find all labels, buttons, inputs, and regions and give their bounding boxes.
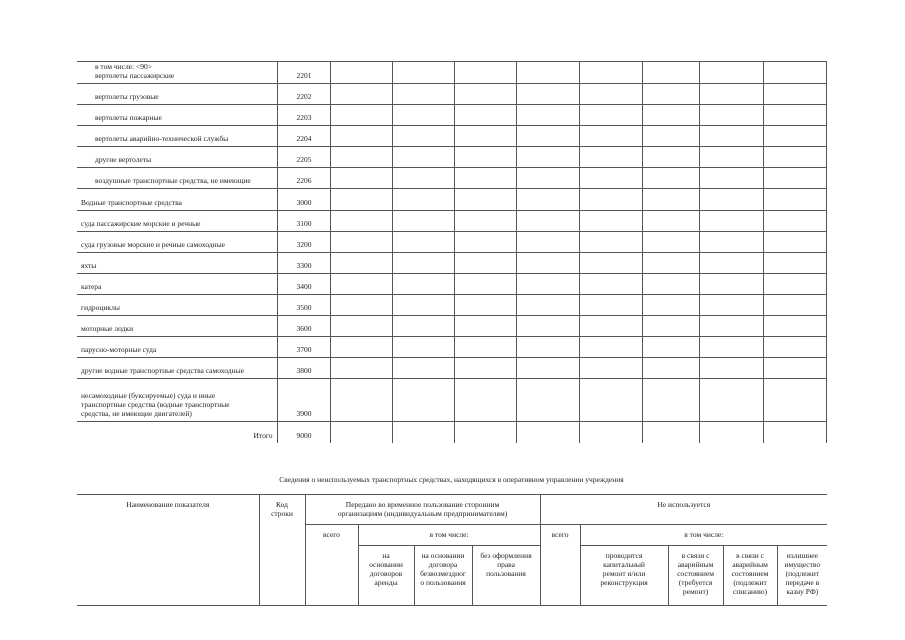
table-row xyxy=(77,358,826,379)
subheader-cell xyxy=(580,546,668,606)
table-row xyxy=(77,422,826,443)
value-cell xyxy=(699,62,763,84)
row-name xyxy=(77,210,277,231)
row-name-line: средства, не имеющие двигателей) xyxy=(81,409,192,419)
table-row xyxy=(77,210,826,231)
value-cell xyxy=(516,337,579,358)
value-cell xyxy=(579,168,642,189)
value-cell xyxy=(454,252,516,273)
value-cell xyxy=(454,422,516,443)
value-cell xyxy=(516,147,579,168)
value-cell xyxy=(454,337,516,358)
value-cell xyxy=(642,273,699,294)
value-cell xyxy=(392,294,454,315)
header-including-transferred: в том числе: xyxy=(358,525,540,546)
row-name-line: воздушные транспортные средства, не имеющие xyxy=(95,176,251,186)
value-cell xyxy=(330,358,392,379)
table-row xyxy=(77,168,826,189)
value-cell xyxy=(330,84,392,105)
value-cell xyxy=(454,358,516,379)
row-name-line: парусно-моторные суда xyxy=(81,345,157,355)
value-cell xyxy=(392,147,454,168)
value-cell xyxy=(579,62,642,84)
value-cell xyxy=(516,84,579,105)
row-name-line: несамоходные (буксируемые) суда и иные xyxy=(81,391,216,401)
value-cell xyxy=(579,294,642,315)
value-cell xyxy=(516,189,579,210)
subheader-line: капитальный xyxy=(603,560,645,569)
table-row xyxy=(77,294,826,315)
value-cell xyxy=(763,358,826,379)
value-cell xyxy=(763,294,826,315)
row-name xyxy=(77,273,277,294)
unused-transport-table xyxy=(77,494,827,606)
value-cell xyxy=(330,294,392,315)
value-cell xyxy=(516,294,579,315)
subheader-line: договора xyxy=(428,560,458,569)
subheader-line: пользования xyxy=(486,569,526,578)
value-cell xyxy=(579,231,642,252)
value-cell xyxy=(516,379,579,422)
value-cell xyxy=(579,210,642,231)
row-code: 3700 xyxy=(277,337,330,358)
value-cell xyxy=(579,273,642,294)
subheader-line: права xyxy=(497,560,515,569)
subheader-line: договоров xyxy=(369,569,403,578)
header-transferred xyxy=(305,495,540,525)
row-name xyxy=(77,379,277,422)
subheader-line: состоянием xyxy=(677,569,715,578)
row-code: 3200 xyxy=(277,231,330,252)
row-name-line: вертолеты пожарные xyxy=(95,113,162,123)
subheader-line: списанию) xyxy=(732,587,768,596)
table-row xyxy=(77,126,826,147)
value-cell xyxy=(579,316,642,337)
row-name xyxy=(77,294,277,315)
value-cell xyxy=(763,231,826,252)
value-cell xyxy=(699,294,763,315)
value-cell xyxy=(392,126,454,147)
value-cell xyxy=(454,147,516,168)
value-cell xyxy=(763,337,826,358)
value-cell xyxy=(392,252,454,273)
value-cell xyxy=(763,210,826,231)
row-name xyxy=(77,316,277,337)
subheader-line: (подлежит xyxy=(733,578,767,587)
value-cell xyxy=(642,294,699,315)
subheader-cell xyxy=(414,546,472,606)
value-cell xyxy=(763,126,826,147)
value-cell xyxy=(330,422,392,443)
value-cell xyxy=(642,252,699,273)
value-cell xyxy=(699,105,763,126)
row-name xyxy=(77,231,277,252)
table-row xyxy=(77,62,826,84)
value-cell xyxy=(454,84,516,105)
header-row-code-line: строки xyxy=(271,509,293,518)
value-cell xyxy=(579,105,642,126)
value-cell xyxy=(579,84,642,105)
subheader-line: проводится xyxy=(605,551,643,560)
row-name-line: моторные лодки xyxy=(81,324,134,334)
value-cell xyxy=(642,210,699,231)
row-name-line: Водные транспортные средства xyxy=(81,197,182,207)
table-row xyxy=(77,337,826,358)
row-name-line: вертолеты грузовые xyxy=(95,92,159,102)
row-code: 3800 xyxy=(277,358,330,379)
row-name-line: другие вертолеты xyxy=(95,155,152,165)
value-cell xyxy=(454,210,516,231)
subheader-line: состоянием xyxy=(731,569,769,578)
value-cell xyxy=(642,358,699,379)
value-cell xyxy=(642,84,699,105)
row-code: 3300 xyxy=(277,252,330,273)
value-cell xyxy=(579,189,642,210)
subheader-line: в связи с xyxy=(681,551,710,560)
header-indicator-name: Наименование показателя xyxy=(77,495,259,606)
value-cell xyxy=(763,189,826,210)
subheader-line: ремонт) xyxy=(682,587,709,596)
value-cell xyxy=(763,316,826,337)
value-cell xyxy=(454,294,516,315)
table-row xyxy=(77,189,826,210)
row-name xyxy=(77,84,277,105)
header-transferred-line: организациям (индивидуальным предпринимателям) xyxy=(337,509,508,518)
subheader-line: аварийным xyxy=(732,560,768,569)
row-name xyxy=(77,126,277,147)
value-cell xyxy=(763,105,826,126)
value-cell xyxy=(392,231,454,252)
row-code: 9000 xyxy=(277,422,330,443)
value-cell xyxy=(392,210,454,231)
value-cell xyxy=(330,105,392,126)
value-cell xyxy=(763,168,826,189)
value-cell xyxy=(642,231,699,252)
row-code: 2205 xyxy=(277,147,330,168)
value-cell xyxy=(699,231,763,252)
value-cell xyxy=(642,422,699,443)
value-cell xyxy=(454,273,516,294)
header-transferred-line: Передано во временное пользование сторонним xyxy=(345,500,500,509)
value-cell xyxy=(579,422,642,443)
value-cell xyxy=(699,422,763,443)
value-cell xyxy=(699,147,763,168)
row-code: 3900 xyxy=(277,379,330,422)
row-name xyxy=(77,422,277,443)
subheader-line: излишнее xyxy=(786,551,818,560)
row-name-line: вертолеты аварийно-технической службы xyxy=(95,134,229,144)
value-cell xyxy=(516,316,579,337)
table-row xyxy=(77,379,826,422)
value-cell xyxy=(763,379,826,422)
subheader-cell xyxy=(472,546,540,606)
value-cell xyxy=(642,62,699,84)
row-name-line: яхты xyxy=(81,260,97,270)
value-cell xyxy=(763,273,826,294)
value-cell xyxy=(579,358,642,379)
value-cell xyxy=(642,105,699,126)
value-cell xyxy=(699,273,763,294)
value-cell xyxy=(330,273,392,294)
value-cell xyxy=(330,337,392,358)
table-row xyxy=(77,231,826,252)
row-name-line: другие водные транспортные средства самоходные xyxy=(81,366,244,376)
subheader-cell xyxy=(358,546,414,606)
value-cell xyxy=(392,358,454,379)
value-cell xyxy=(392,168,454,189)
value-cell xyxy=(699,358,763,379)
header-row-code-line: Код xyxy=(276,500,288,509)
value-cell xyxy=(330,168,392,189)
row-code: 3600 xyxy=(277,316,330,337)
value-cell xyxy=(579,337,642,358)
value-cell xyxy=(516,62,579,84)
value-cell xyxy=(516,252,579,273)
value-cell xyxy=(330,252,392,273)
subheader-line: о пользования xyxy=(420,578,466,587)
row-code: 3500 xyxy=(277,294,330,315)
subheader-line: (требуется xyxy=(678,578,713,587)
header-including-not-used: в том числе: xyxy=(580,525,827,546)
row-name xyxy=(77,105,277,126)
value-cell xyxy=(642,168,699,189)
value-cell xyxy=(330,126,392,147)
row-name-line: суда пассажирские морские и речные xyxy=(81,218,201,228)
value-cell xyxy=(516,105,579,126)
row-name-line: в том числе: <90> xyxy=(95,62,152,71)
value-cell xyxy=(763,147,826,168)
value-cell xyxy=(763,62,826,84)
value-cell xyxy=(579,147,642,168)
row-name xyxy=(77,358,277,379)
value-cell xyxy=(642,337,699,358)
value-cell xyxy=(330,189,392,210)
value-cell xyxy=(454,379,516,422)
value-cell xyxy=(642,147,699,168)
value-cell xyxy=(642,316,699,337)
value-cell xyxy=(699,379,763,422)
row-code: 2204 xyxy=(277,126,330,147)
row-name-line: суда грузовые морские и речные самоходные xyxy=(81,239,225,249)
row-code: 2206 xyxy=(277,168,330,189)
value-cell xyxy=(454,316,516,337)
row-code: 2201 xyxy=(277,62,330,84)
value-cell xyxy=(330,62,392,84)
row-name xyxy=(77,147,277,168)
subheader-line: имущество xyxy=(784,560,821,569)
value-cell xyxy=(516,273,579,294)
value-cell xyxy=(392,189,454,210)
subheader-line: ремонт и/или xyxy=(602,569,646,578)
value-cell xyxy=(699,337,763,358)
subheader-line: аварийным xyxy=(677,560,714,569)
table-row xyxy=(77,105,826,126)
table-row xyxy=(77,84,826,105)
value-cell xyxy=(516,358,579,379)
value-cell xyxy=(516,231,579,252)
subheader-line: без оформления xyxy=(480,551,532,560)
row-name xyxy=(77,337,277,358)
value-cell xyxy=(699,316,763,337)
value-cell xyxy=(392,84,454,105)
row-code: 2202 xyxy=(277,84,330,105)
value-cell xyxy=(330,210,392,231)
value-cell xyxy=(763,422,826,443)
subheader-cell xyxy=(668,546,723,606)
value-cell xyxy=(330,147,392,168)
value-cell xyxy=(699,126,763,147)
row-name-line: гидроциклы xyxy=(81,303,120,313)
section-caption: Сведения о неиспользуемых транспортных средствах, находящихся в оперативном управлении учреждения xyxy=(279,475,624,484)
row-name xyxy=(77,62,277,84)
header-not-used: Не используется xyxy=(540,495,827,525)
row-code: 3100 xyxy=(277,210,330,231)
value-cell xyxy=(392,62,454,84)
subheader-line: (подлежит xyxy=(785,569,820,578)
subheader-line: безвозмездног xyxy=(420,569,466,578)
row-name-line: транспортные средства (водные транспортные xyxy=(81,400,230,410)
value-cell xyxy=(392,316,454,337)
row-name-line: катера xyxy=(81,281,102,291)
value-cell xyxy=(763,252,826,273)
value-cell xyxy=(454,189,516,210)
value-cell xyxy=(516,168,579,189)
value-cell xyxy=(392,273,454,294)
value-cell xyxy=(330,379,392,422)
table-row xyxy=(77,252,826,273)
value-cell xyxy=(454,105,516,126)
value-cell xyxy=(392,337,454,358)
value-cell xyxy=(763,84,826,105)
value-cell xyxy=(579,252,642,273)
value-cell xyxy=(454,62,516,84)
row-name xyxy=(77,252,277,273)
value-cell xyxy=(642,379,699,422)
value-cell xyxy=(642,189,699,210)
header-total-transferred: всего xyxy=(305,525,358,606)
value-cell xyxy=(516,210,579,231)
row-name-line: Итого xyxy=(253,430,273,440)
value-cell xyxy=(699,168,763,189)
value-cell xyxy=(699,189,763,210)
subheader-line: аренды xyxy=(374,578,398,587)
table-row xyxy=(77,316,826,337)
subheader-line: на xyxy=(382,551,390,560)
transport-table-top xyxy=(77,61,827,443)
row-name-line: вертолеты пассажирские xyxy=(95,71,175,80)
value-cell xyxy=(516,126,579,147)
table-row xyxy=(77,147,826,168)
subheader-cell xyxy=(777,546,827,606)
table-row xyxy=(77,273,826,294)
subheader-line: казну РФ) xyxy=(786,587,819,596)
value-cell xyxy=(392,422,454,443)
subheader-line: реконструкция xyxy=(600,578,648,587)
subheader-line: на основании xyxy=(421,551,465,560)
value-cell xyxy=(392,379,454,422)
value-cell xyxy=(642,126,699,147)
value-cell xyxy=(699,252,763,273)
value-cell xyxy=(454,168,516,189)
row-name xyxy=(77,189,277,210)
subheader-line: основании xyxy=(369,560,403,569)
subheader-cell xyxy=(723,546,777,606)
value-cell xyxy=(579,379,642,422)
value-cell xyxy=(330,231,392,252)
header-total-not-used: всего xyxy=(540,525,580,606)
value-cell xyxy=(699,210,763,231)
header-row-code xyxy=(259,495,305,606)
value-cell xyxy=(330,316,392,337)
row-code: 3000 xyxy=(277,189,330,210)
row-code: 2203 xyxy=(277,105,330,126)
value-cell xyxy=(454,126,516,147)
value-cell xyxy=(454,231,516,252)
row-code: 3400 xyxy=(277,273,330,294)
value-cell xyxy=(392,105,454,126)
subheader-line: передаче в xyxy=(785,578,820,587)
subheader-line: в связи с xyxy=(736,551,764,560)
row-name xyxy=(77,168,277,189)
value-cell xyxy=(579,126,642,147)
value-cell xyxy=(516,422,579,443)
value-cell xyxy=(699,84,763,105)
